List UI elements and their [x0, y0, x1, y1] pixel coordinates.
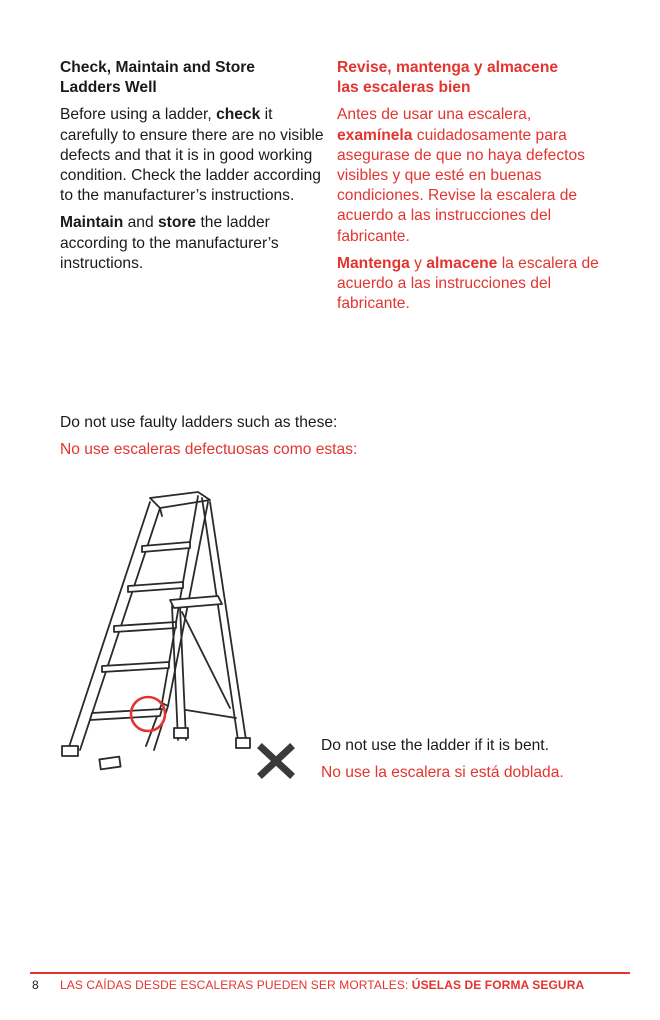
spanish-column: [337, 58, 599, 321]
footer-text: LAS CAÍDAS DESDE ESCALERAS PUEDEN SER MORTALES: ÚSELAS DE FORMA SEGURA: [60, 978, 585, 992]
intro-english: Do not use faulty ladders such as these:: [60, 414, 338, 431]
spanish-paragraph-check: Antes de usar una escalera, examínela cuidadosamente para asegurase de que no haya defectos visibles y que esté en buenas condiciones. Revise la escalera de acuerdo a las instrucciones del fabricante.: [337, 106, 585, 245]
x-mark-icon: [256, 742, 296, 780]
footer-rule: [30, 972, 630, 974]
english-paragraph-maintain: Maintain and store the ladder according to the manufacturer’s instructions.: [60, 214, 279, 272]
intro-spanish: No use escaleras defectuosas como estas:: [60, 441, 358, 458]
english-heading: Check, Maintain and Store Ladders Well: [60, 59, 255, 97]
spanish-paragraph-maintain: Mantenga y almacene la escalera de acuerdo a las instrucciones del fabricante.: [337, 254, 599, 313]
warning-english: Do not use the ladder if it is bent.: [321, 737, 549, 754]
bent-ladder-illustration: [50, 488, 270, 788]
english-column: [60, 58, 328, 281]
page-number: 8: [32, 978, 39, 992]
english-paragraph-check: Before using a ladder, check it carefully to ensure there are no visible defects and that it is in good working condition. Check the ladder according to the manufacturer’s instructions.: [60, 106, 324, 205]
spanish-heading: Revise, mantenga y almacene las escaleras bien: [337, 59, 559, 97]
warning-spanish: No use la escalera si está doblada.: [321, 764, 564, 781]
